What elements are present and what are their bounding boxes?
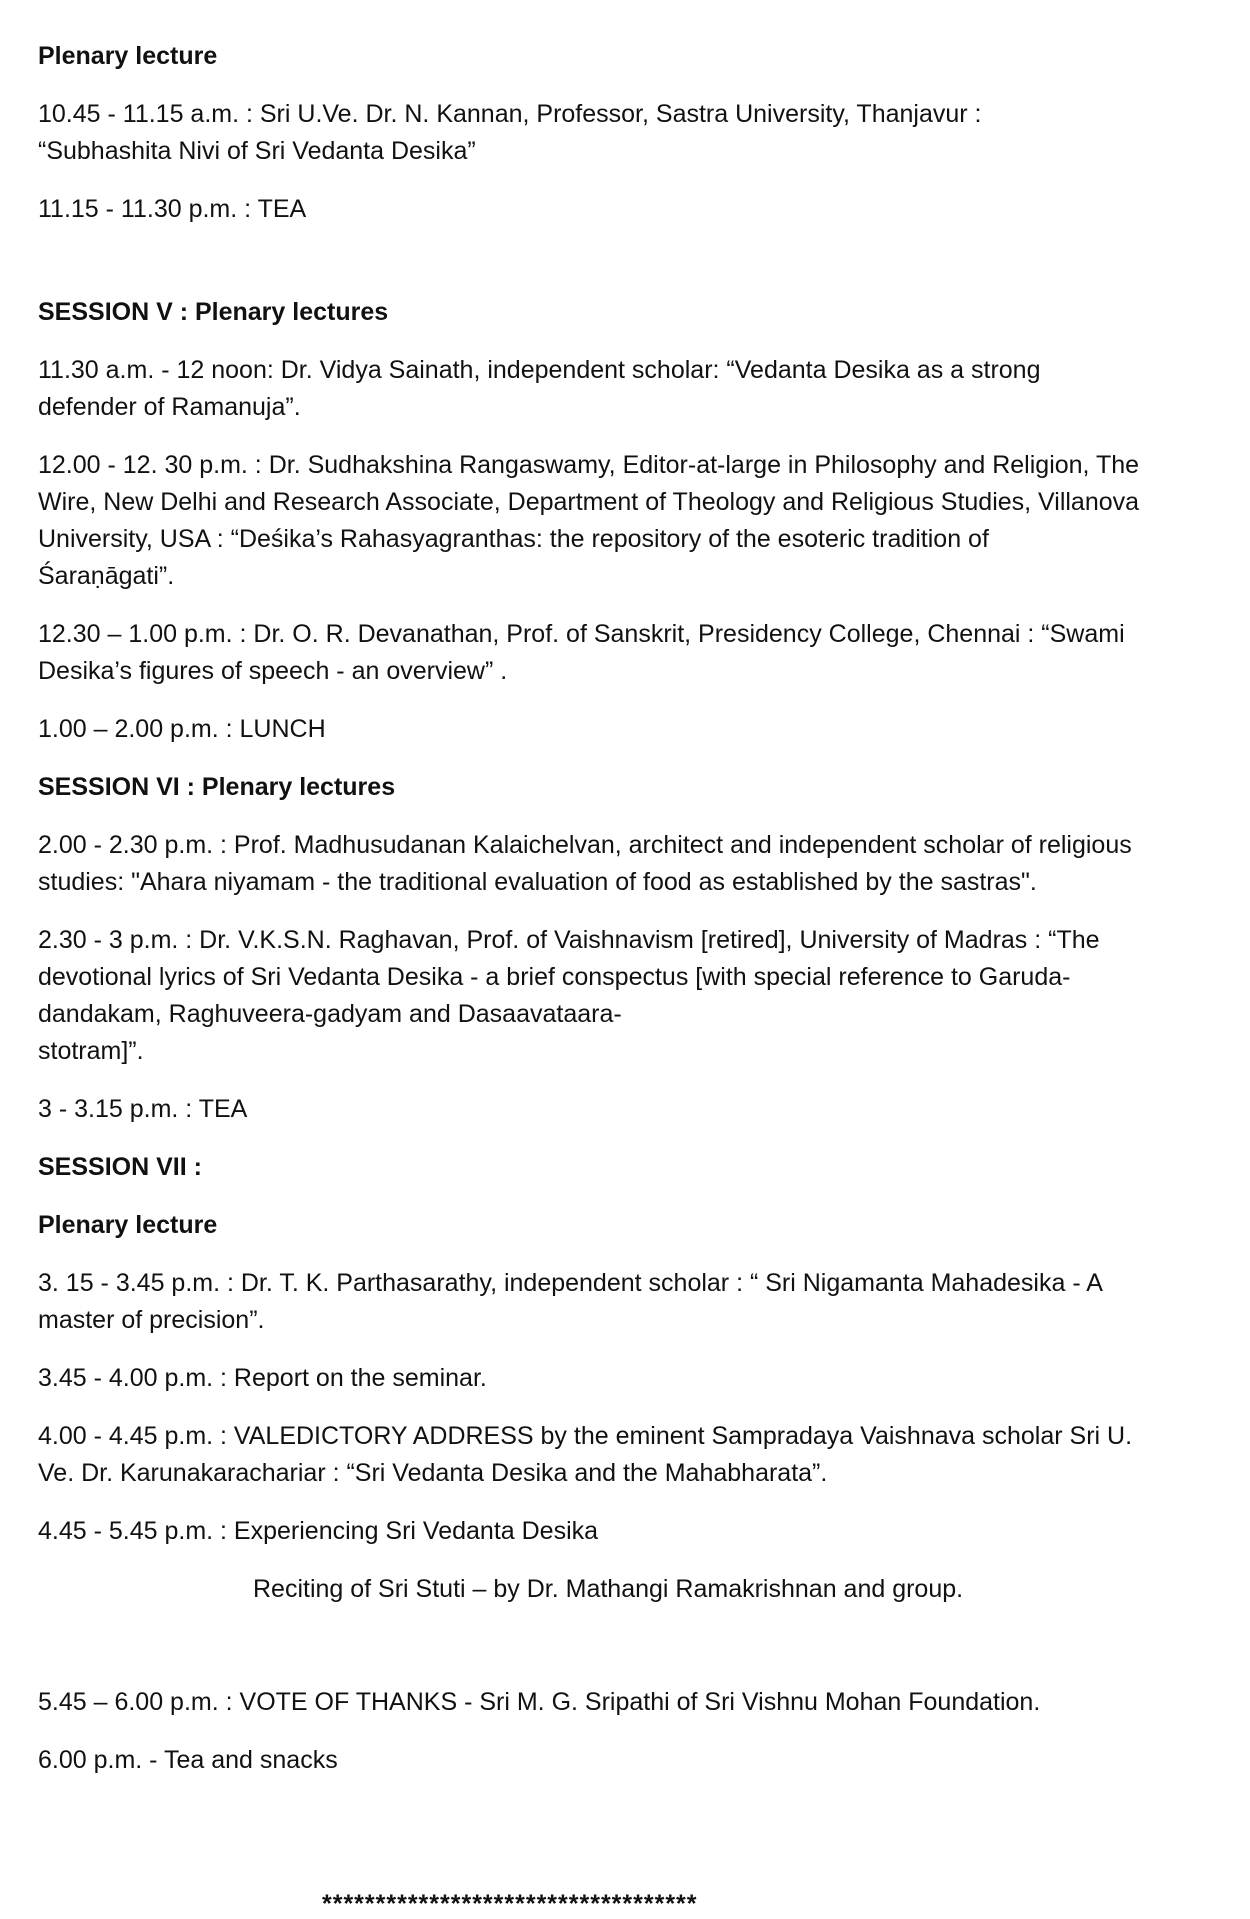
heading-session-vi: SESSION VI : Plenary lectures [38,773,396,801]
schedule-item-valedictory [38,1418,1208,1492]
schedule-item-tea-1: 11.15 - 11.30 p.m. : TEA [38,195,307,223]
schedule-text: Wire, New Delhi and Research Associate, Department of Theology and Religious Studies, Villanova [38,488,1140,516]
schedule-item-raghavan [38,922,1208,1070]
schedule-item-sainath [38,352,1208,426]
schedule-item-devanathan [38,616,1208,690]
heading-session-v: SESSION V : Plenary lectures [38,298,389,326]
schedule-text: 3. 15 - 3.45 p.m. : Dr. T. K. Parthasarathy, independent scholar : “ Sri Nigamanta Mahadesika - A [38,1269,1103,1297]
schedule-text: 11.30 a.m. - 12 noon: Dr. Vidya Sainath, independent scholar: “Vedanta Desika as a strong [38,356,1041,384]
schedule-text: “Subhashita Nivi of Sri Vedanta Desika” [38,137,476,165]
schedule-item-rangaswamy [38,447,1208,595]
heading-plenary-lecture-1: Plenary lecture [38,42,218,70]
schedule-text: defender of Ramanuja”. [38,393,301,421]
schedule-item-kalaichelvan [38,827,1208,901]
schedule-item-reciting: Reciting of Sri Stuti – by Dr. Mathangi Ramakrishnan and group. [253,1575,964,1603]
schedule-item-lunch: 1.00 – 2.00 p.m. : LUNCH [38,715,326,743]
schedule-text: 2.30 - 3 p.m. : Dr. V.K.S.N. Raghavan, Prof. of Vaishnavism [retired], University of Madras : “The [38,926,1100,954]
schedule-text: 10.45 - 11.15 a.m. : Sri U.Ve. Dr. N. Kannan, Professor, Sastra University, Thanjavur : [38,100,982,128]
spacer [38,1629,1208,1684]
schedule-text: Śaraṇāgati”. [38,562,175,590]
schedule-item-parthasarathy [38,1265,1208,1339]
schedule-text: studies: "Ahara niyamam - the traditional evaluation of food as established by the sastras". [38,868,1037,896]
schedule-text: stotram]”. [38,1037,144,1065]
heading-session-vii: SESSION VII : [38,1153,202,1181]
heading-plenary-lecture-2: Plenary lecture [38,1211,218,1239]
schedule-text: 4.00 - 4.45 p.m. : VALEDICTORY ADDRESS by the eminent Sampradaya Vaishnava scholar Sri U. [38,1422,1133,1450]
schedule-item-experiencing: 4.45 - 5.45 p.m. : Experiencing Sri Vedanta Desika [38,1517,599,1545]
schedule-item-vote-of-thanks: 5.45 – 6.00 p.m. : VOTE OF THANKS - Sri M. G. Sripathi of Sri Vishnu Mohan Foundation. [38,1688,1041,1716]
schedule-item-report: 3.45 - 4.00 p.m. : Report on the seminar. [38,1364,487,1392]
schedule-text: Ve. Dr. Karunakaracharia​r : “Sri Vedanta Desika and the Mahabharata”. [38,1459,828,1487]
schedule-text: dandakam, Raghuveera-gadyam and Dasaavataara- [38,1000,622,1028]
schedule-item-tea-snacks: 6.00 p.m. - Tea and snacks [38,1746,338,1774]
schedule-item-tea-2: 3 - 3.15 p.m. : TEA [38,1095,248,1123]
programme-content [38,38,1208,1800]
schedule-text: Desika’s figures of speech - an overview” . [38,657,508,685]
schedule-text: 12.00 - 12. 30 p.m. : Dr. Sudhakshina Rangaswamy, Editor-at-large in Philosophy and Religion, The [38,451,1140,479]
schedule-text: 2.00 - 2.30 p.m. : Prof. Madhusudanan Kalaichelvan, architect and independent scholar of religious [38,831,1132,859]
schedule-text: 12.30 – 1.00 p.m. : Dr. O. R. Devanathan, Prof. of Sanskrit, Presidency College, Chennai : “Swami [38,620,1125,648]
schedule-text: devotional lyrics of Sri Vedanta Desika - a brief conspectus [with special reference to Garuda- [38,963,1071,991]
end-separator: *********************************** [322,1890,698,1918]
spacer [38,249,1208,294]
schedule-item-kannan [38,96,1208,170]
schedule-text: University, USA : “Deśika’s Rahasyagranthas: the repository of the esoteric tradition of [38,525,989,553]
schedule-text: master of precision”. [38,1306,265,1334]
